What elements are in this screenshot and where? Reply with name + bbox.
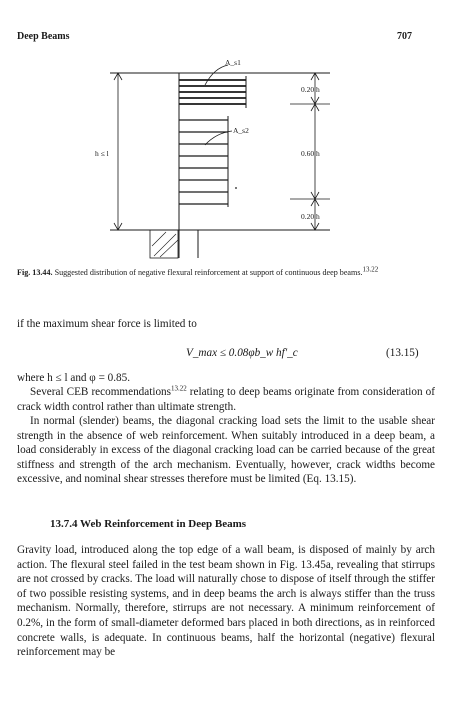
label-top-zone: 0.20 h [301,85,320,94]
caption-label: Fig. 13.44. [17,268,53,277]
label-bottom-zone: 0.20 h [301,212,320,221]
label-as1: A_s1 [225,58,241,67]
equation-13-15: V_max ≤ 0.08φb_w hf′_c [186,347,298,359]
label-as2: A_s2 [233,126,249,135]
paragraph-4: In normal (slender) beams, the diagonal cracking load sets the limit to the usable shear strength in the absence of web reinforcement. When suitably introduced in a deep beam, a load considerably in excess of the diagonal cracking load can be carried because of the great stiffness and strength of the arch mechanism. Eventually, however, crack widths become excessive, and nominal shear stresses therefore must be limited (Eq. 13.15). [17,415,435,486]
paragraph-3-end: relating to deep beams originate from consideration of crack width control rather than ultimate strength. [17,386,435,413]
page-number: 707 [397,31,412,42]
label-mid-zone: 0.60 h [301,149,320,158]
caption-ref: 13.22 [362,265,379,274]
paragraph-1: if the maximum shear force is limited to [17,318,197,330]
label-h-le-l: h ≤ l [95,149,109,158]
equation-number: (13.15) [386,347,419,359]
paragraph-3-start: Several CEB recommendations [30,386,171,398]
section-heading: 13.7.4 Web Reinforcement in Deep Beams [50,518,247,530]
caption-text: Suggested distribution of negative flexural reinforcement at support of continuous deep beams. [54,268,363,277]
figure-13-44 [0,0,451,265]
paragraph-3-ref: 13.22 [170,384,187,393]
paragraph-5: Gravity load, introduced along the top edge of a wall beam, is disposed of mainly by arch action. The flexural steel failed in the test beam shown in Fig. 13.45a, revealing that stirrups are not crossed by cracks. The load will naturally chose to dispose of itself through the stiffer of two possible resisting systems, and in deep beams the arch is always stiffer than the truss mechanism. Normally, therefore, stirrups are not necessary. A minimum reinforcement of 0.2%, in the form of small-diameter deformed bars placed in both directions, as in reinforced concrete walls, is adequate. In continuous beams, half the horizontal (negative) flexural reinforcement may be [17,544,435,659]
running-header: Deep Beams [17,31,70,42]
paragraph-3 [17,385,435,414]
figure-caption [17,267,435,278]
paragraph-2: where h ≤ l and φ = 0.85. [17,372,131,384]
